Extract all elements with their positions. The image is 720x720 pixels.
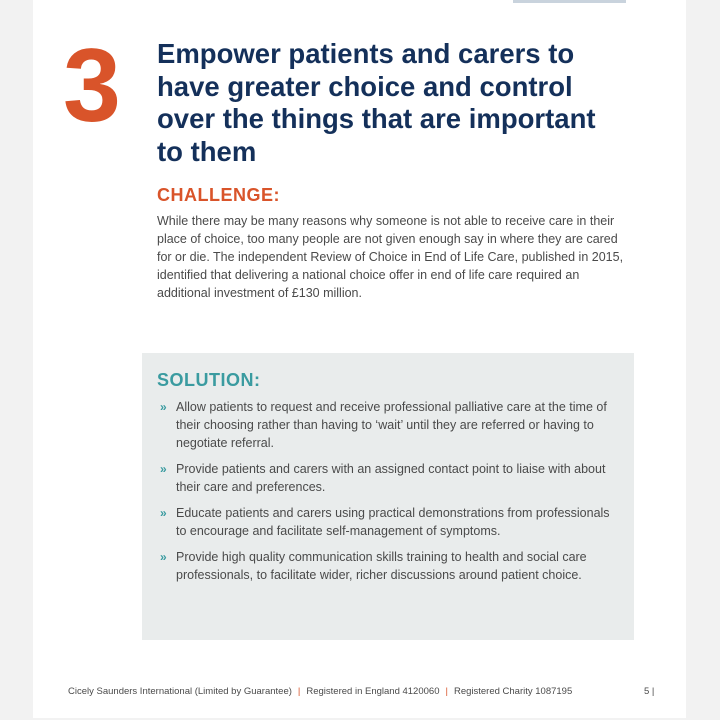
challenge-title: CHALLENGE: (157, 185, 280, 205)
solution-item-text: Educate patients and carers using practical demonstrations from professionals to encourage and facilitate self-management of symptoms. (176, 506, 610, 538)
solution-item-text: Allow patients to request and receive professional palliative care at the time of their choosing rather than having to ‘wait’ until they are referred or having to negotiate referral. (176, 400, 607, 450)
double-chevron-bullet-icon: » (160, 550, 167, 564)
solution-item (160, 460, 615, 496)
footer-charity: Registered Charity 1087195 (453, 686, 573, 697)
footer-registered: Registered in England 4120060 (306, 686, 440, 697)
top-accent-bar (513, 0, 626, 3)
document-page (33, 0, 686, 718)
solution-item-text: Provide high quality communication skills training to health and social care professionals, to facilitate wider, richer discussions around patient choice. (176, 550, 587, 582)
footer-separator: | (297, 686, 301, 697)
challenge-text: While there may be many reasons why someone is not able to receive care in their place of choice, too many people are not given enough say in where they are cared for or die. The independent Review of Choice in End of Life Care, published in 2015, identified that delivering a national choice offer in end of life care required an additional investment of £130 million. (157, 214, 624, 300)
solution-item (160, 398, 615, 452)
footer-organisation: Cicely Saunders International (Limited by Guarantee) (68, 686, 292, 697)
footer-separator: | (445, 686, 448, 697)
double-chevron-bullet-icon: » (160, 506, 167, 520)
solution-item (160, 504, 615, 540)
solution-item (160, 548, 615, 584)
section-number: 3 (63, 28, 119, 144)
solution-list (160, 398, 615, 592)
section-heading: Empower patients and carers to have greater choice and control over the things that are important to them (157, 38, 596, 167)
solution-title: SOLUTION: (157, 370, 261, 390)
page-number: 5 | (644, 686, 655, 697)
double-chevron-bullet-icon: » (160, 400, 167, 414)
solution-item-text: Provide patients and carers with an assigned contact point to liaise with about their care and preferences. (176, 462, 606, 494)
double-chevron-bullet-icon: » (160, 462, 167, 476)
solution-box (142, 353, 634, 640)
page-footer (68, 686, 668, 697)
